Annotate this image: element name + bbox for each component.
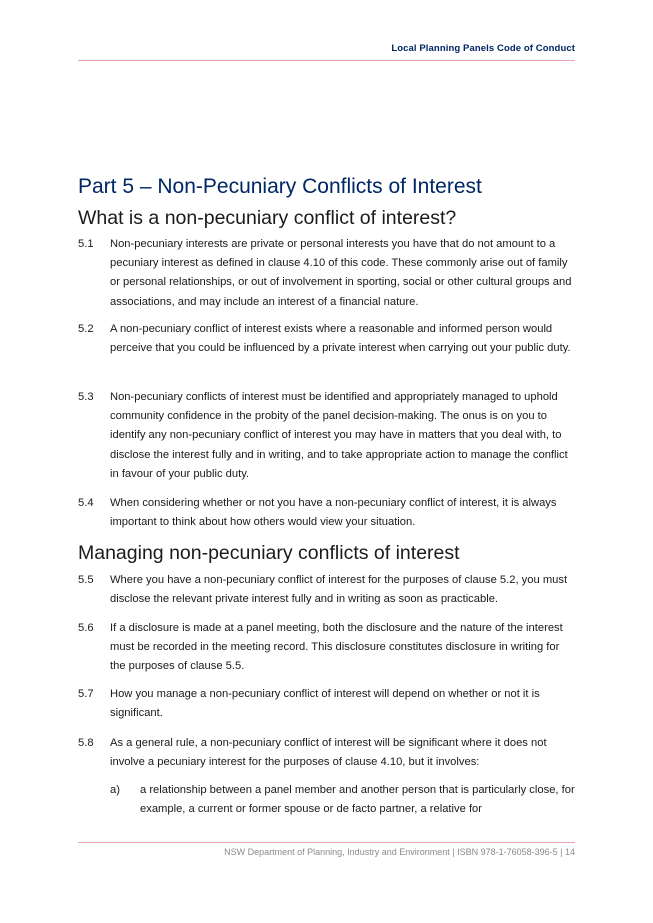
paragraph-5-8 — [78, 734, 575, 772]
paragraph-text: How you manage a non-pecuniary conflict of interest will depend on whether or not it is significant. — [110, 688, 540, 720]
paragraph-number: 5.3 — [78, 391, 94, 403]
paragraph-text: Non-pecuniary interests are private or personal interests you have that do not amount to a pecuniary interest as defined in clause 4.10 of this code. These commonly arise out of family or personal relationships, or out of involvement in sporting, social or other cultural groups and associations, and may include an interest of a financial nature. — [110, 238, 572, 308]
paragraph-number: 5.1 — [78, 238, 94, 250]
paragraph-number: 5.7 — [78, 688, 94, 700]
section-heading-what-is: What is a non-pecuniary conflict of interest? — [78, 207, 457, 229]
paragraph-text: Non-pecuniary conflicts of interest must be identified and appropriately managed to uphold community confidence in the probity of the panel decision-making. The onus is on you to identify any non-pecuniary conflict of interest you may have in matters that you deal with, to disclose the interest fully and in writing, and to take appropriate action to manage the conflict in favour of your public duty. — [110, 391, 568, 480]
paragraph-number: 5.8 — [78, 737, 94, 749]
paragraph-number: 5.6 — [78, 622, 94, 634]
footer-text: NSW Department of Planning, Industry and Environment | ISBN 978-1-76058-396-5 | 14 — [224, 847, 575, 857]
paragraph-5-1 — [78, 235, 575, 312]
paragraph-5-3 — [78, 388, 575, 484]
paragraph-text: When considering whether or not you have a non-pecuniary conflict of interest, it is always important to think about how others would view your situation. — [110, 497, 557, 529]
paragraph-5-7 — [78, 685, 575, 723]
running-header-title: Local Planning Panels Code of Conduct — [391, 43, 575, 54]
part-title: Part 5 – Non-Pecuniary Conflicts of Interest — [78, 175, 482, 198]
paragraph-5-5 — [78, 571, 575, 609]
footer-divider — [78, 842, 575, 843]
paragraph-text: If a disclosure is made at a panel meeting, both the disclosure and the nature of the interest must be recorded in the meeting record. This disclosure constitutes disclosure in writing for the purposes of clause 5.5. — [110, 622, 563, 673]
paragraph-number: 5.4 — [78, 497, 94, 509]
paragraph-number: 5.5 — [78, 574, 94, 586]
section-heading-managing: Managing non-pecuniary conflicts of interest — [78, 542, 460, 564]
paragraph-text: As a general rule, a non-pecuniary conflict of interest will be significant where it does not involve a pecuniary interest for the purposes of clause 4.10, but it involves: — [110, 737, 547, 769]
subparagraph-a — [110, 781, 575, 819]
paragraph-5-2 — [78, 320, 575, 358]
paragraph-text: A non-pecuniary conflict of interest exists where a reasonable and informed person would perceive that you could be influenced by a private interest when carrying out your public duty. — [110, 323, 571, 355]
paragraph-5-6 — [78, 619, 575, 677]
paragraph-text: Where you have a non-pecuniary conflict of interest for the purposes of clause 5.2, you must disclose the relevant private interest fully and in writing as soon as practicable. — [110, 574, 568, 606]
paragraph-number: 5.2 — [78, 323, 94, 335]
subparagraph-letter: a) — [110, 784, 120, 796]
subparagraph-text: a relationship between a panel member and another person that is particularly close, for example, a current or former spouse or de facto partner, a relative for — [140, 784, 575, 816]
paragraph-5-4 — [78, 494, 575, 532]
header-divider — [78, 60, 575, 61]
